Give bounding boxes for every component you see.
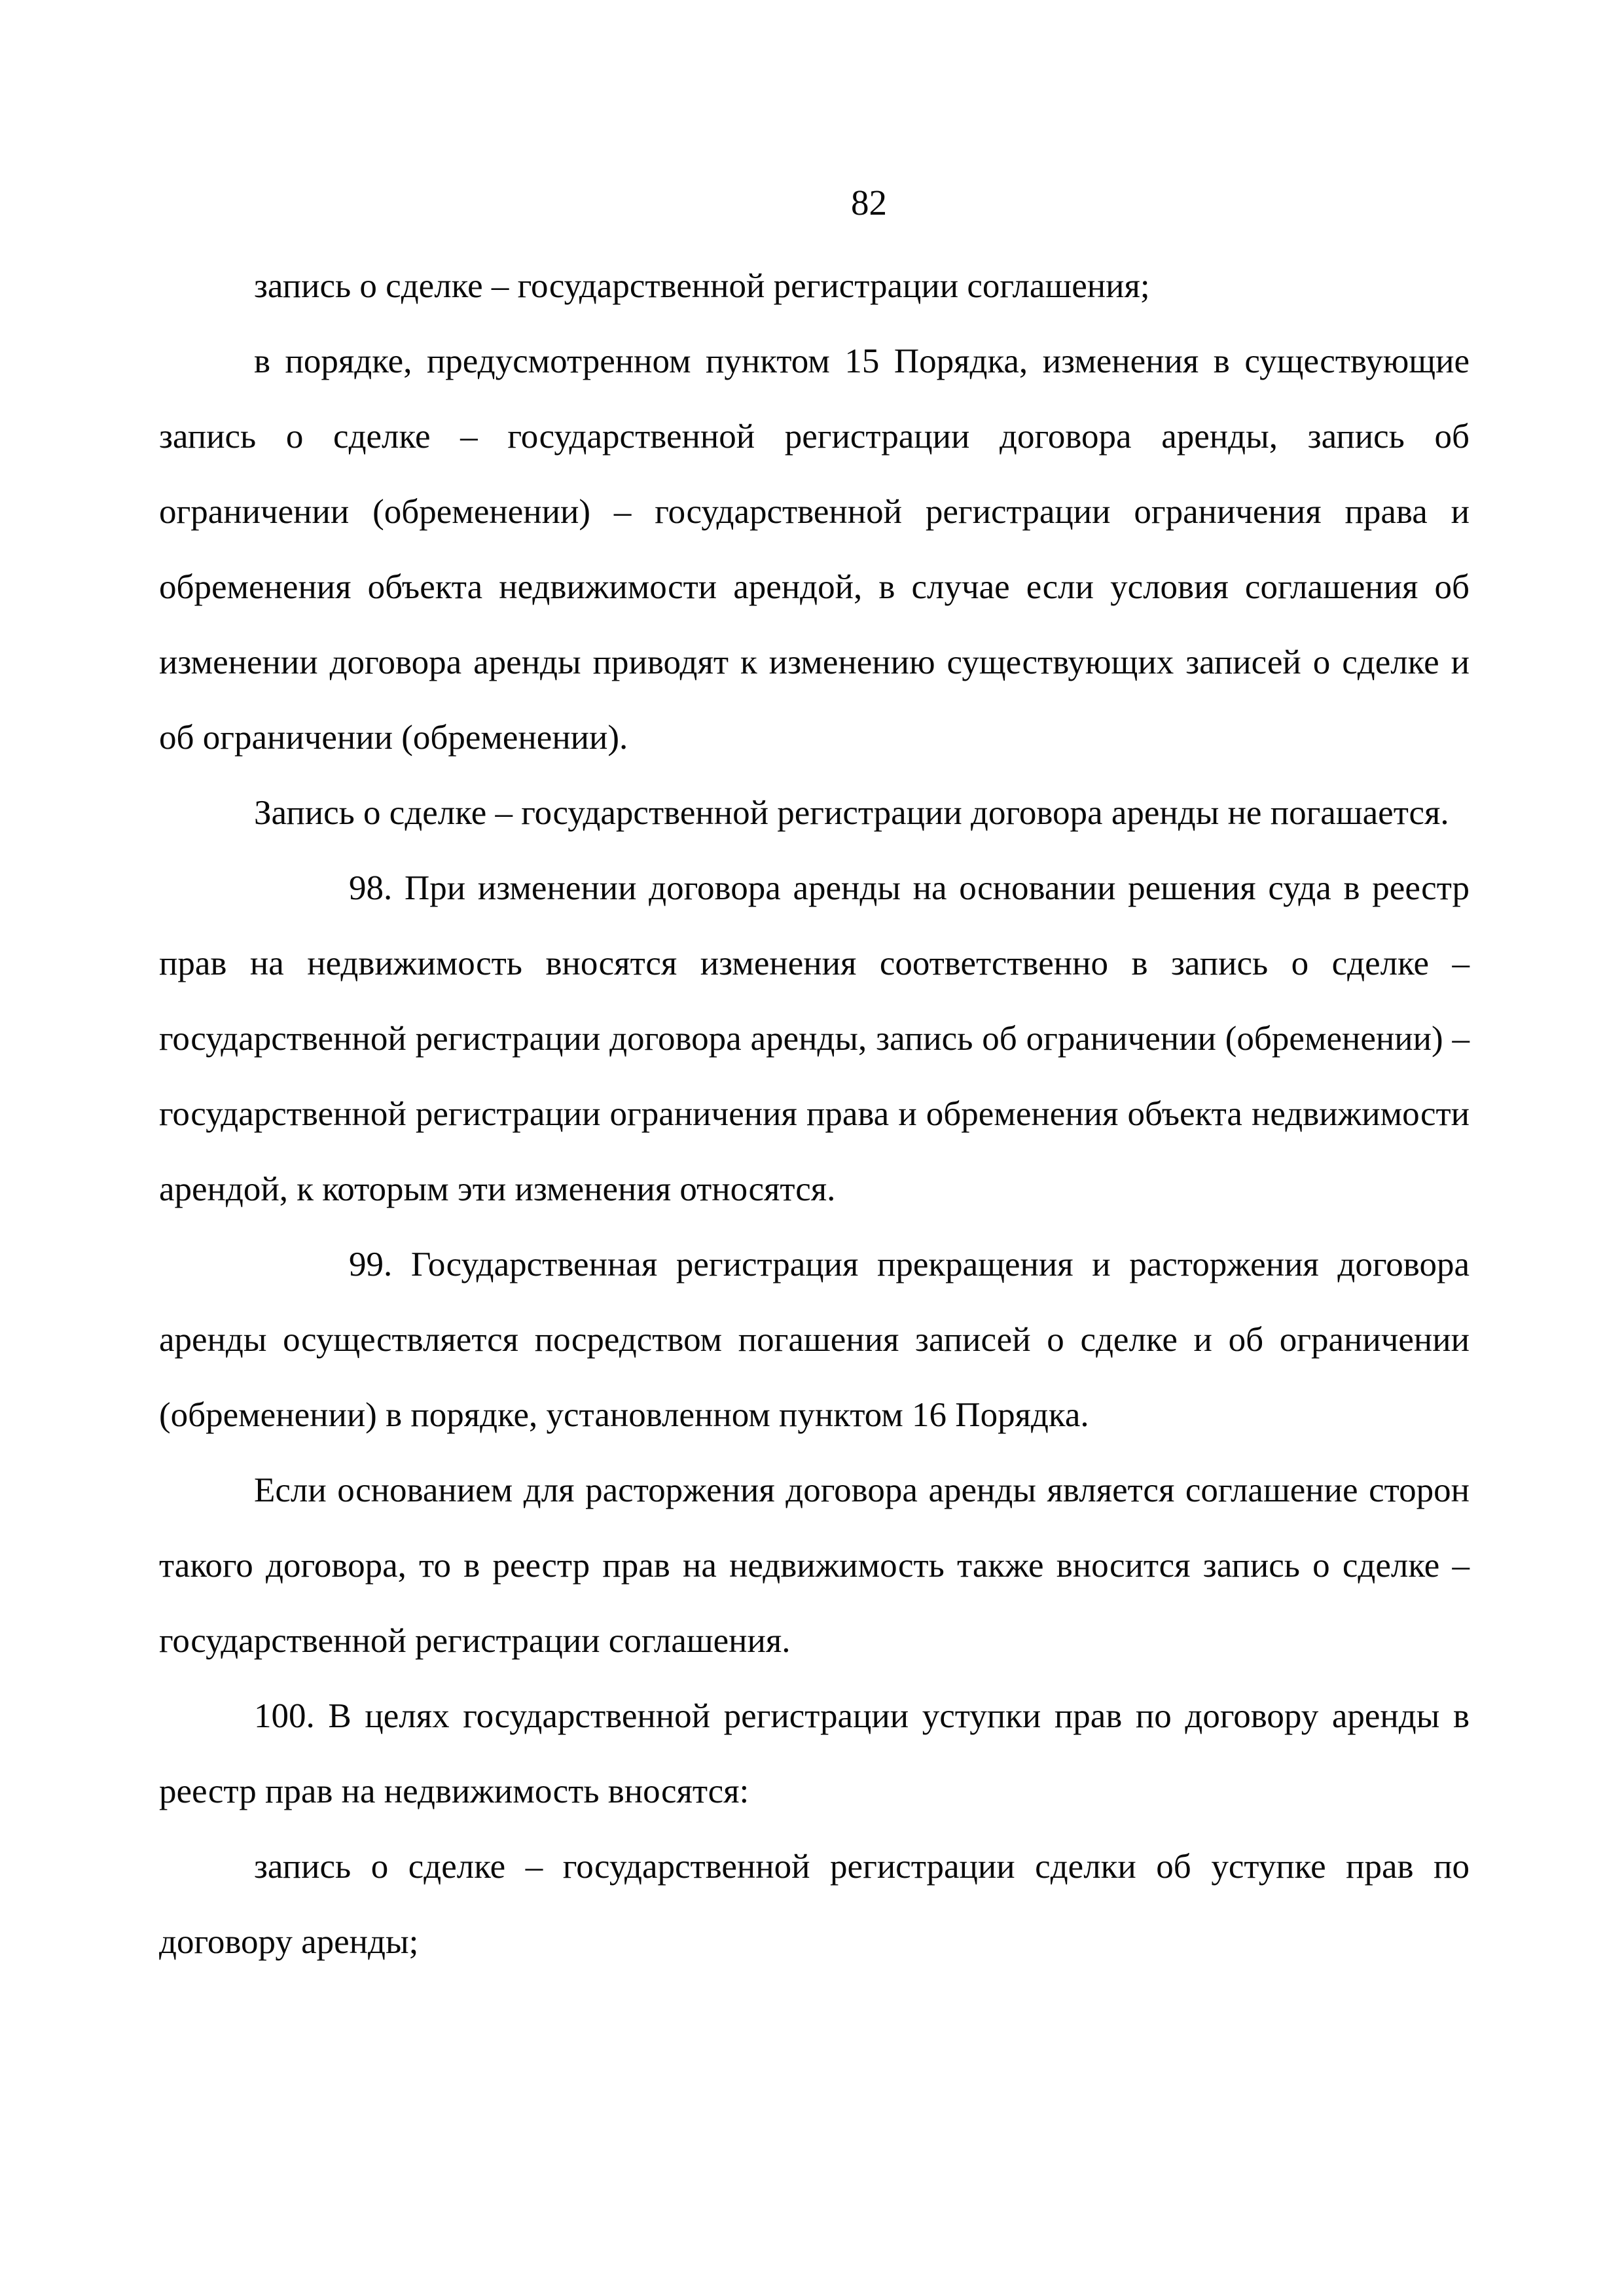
item-number: 98. (349, 869, 393, 907)
paragraph (159, 1453, 1470, 1679)
paragraph-item-98 (159, 851, 1470, 1227)
paragraph-item-100 (159, 1679, 1470, 1829)
item-number: 100. (254, 1697, 315, 1735)
paragraph-text: запись о сделке – государственной регистрации сделки об уступке прав по договору аренды; (159, 1848, 1470, 1961)
paragraph-text: Если основанием для расторжения договора аренды является соглашение сторон такого договора, то в реестр прав на недвижимость также вносится запись о сделке – государственной регистрации соглашения. (159, 1471, 1470, 1660)
paragraph-text: в порядке, предусмотренном пунктом 15 Порядка, изменения в существующие запись о сделке – государственной регистрации договора аренды, запись об ограничении (обременении) – государственной регистрации ограничения права и обременения объекта недвижимости арендой, в случае если условия соглашения об изменении договора аренды приводят к изменению существующих записей о сделке и об ограничении (обременении). (159, 342, 1470, 757)
paragraph-text: запись о сделке – государственной регистрации соглашения; (254, 267, 1150, 305)
paragraph-text: Государственная регистрация прекращения и расторжения договора аренды осуществляется посредством погашения записей о сделке и об ограничении (обременении) в порядке, установленном пунктом 16 Порядка. (159, 1246, 1470, 1434)
paragraph-text: В целях государственной регистрации уступки прав по договору аренды в реестр прав на недвижимость вносятся: (159, 1697, 1470, 1810)
paragraph (159, 1829, 1470, 1980)
paragraph (159, 249, 1470, 324)
page-number: 82 (851, 183, 887, 223)
paragraph-text: Запись о сделке – государственной регистрации договора аренды не погашается. (254, 794, 1449, 832)
paragraph-text: При изменении договора аренды на основании решения суда в реестр прав на недвижимость вносятся изменения соответственно в запись о сделке – государственной регистрации договора аренды, запись об ограничении (обременении) – государственной регистрации ограничения права и обременения объекта недвижимости арендой, к которым эти изменения относятся. (159, 869, 1470, 1208)
paragraph (159, 776, 1470, 851)
item-number: 99. (349, 1246, 393, 1283)
document-body (159, 249, 1470, 1980)
paragraph-item-99 (159, 1227, 1470, 1453)
paragraph (159, 324, 1470, 776)
